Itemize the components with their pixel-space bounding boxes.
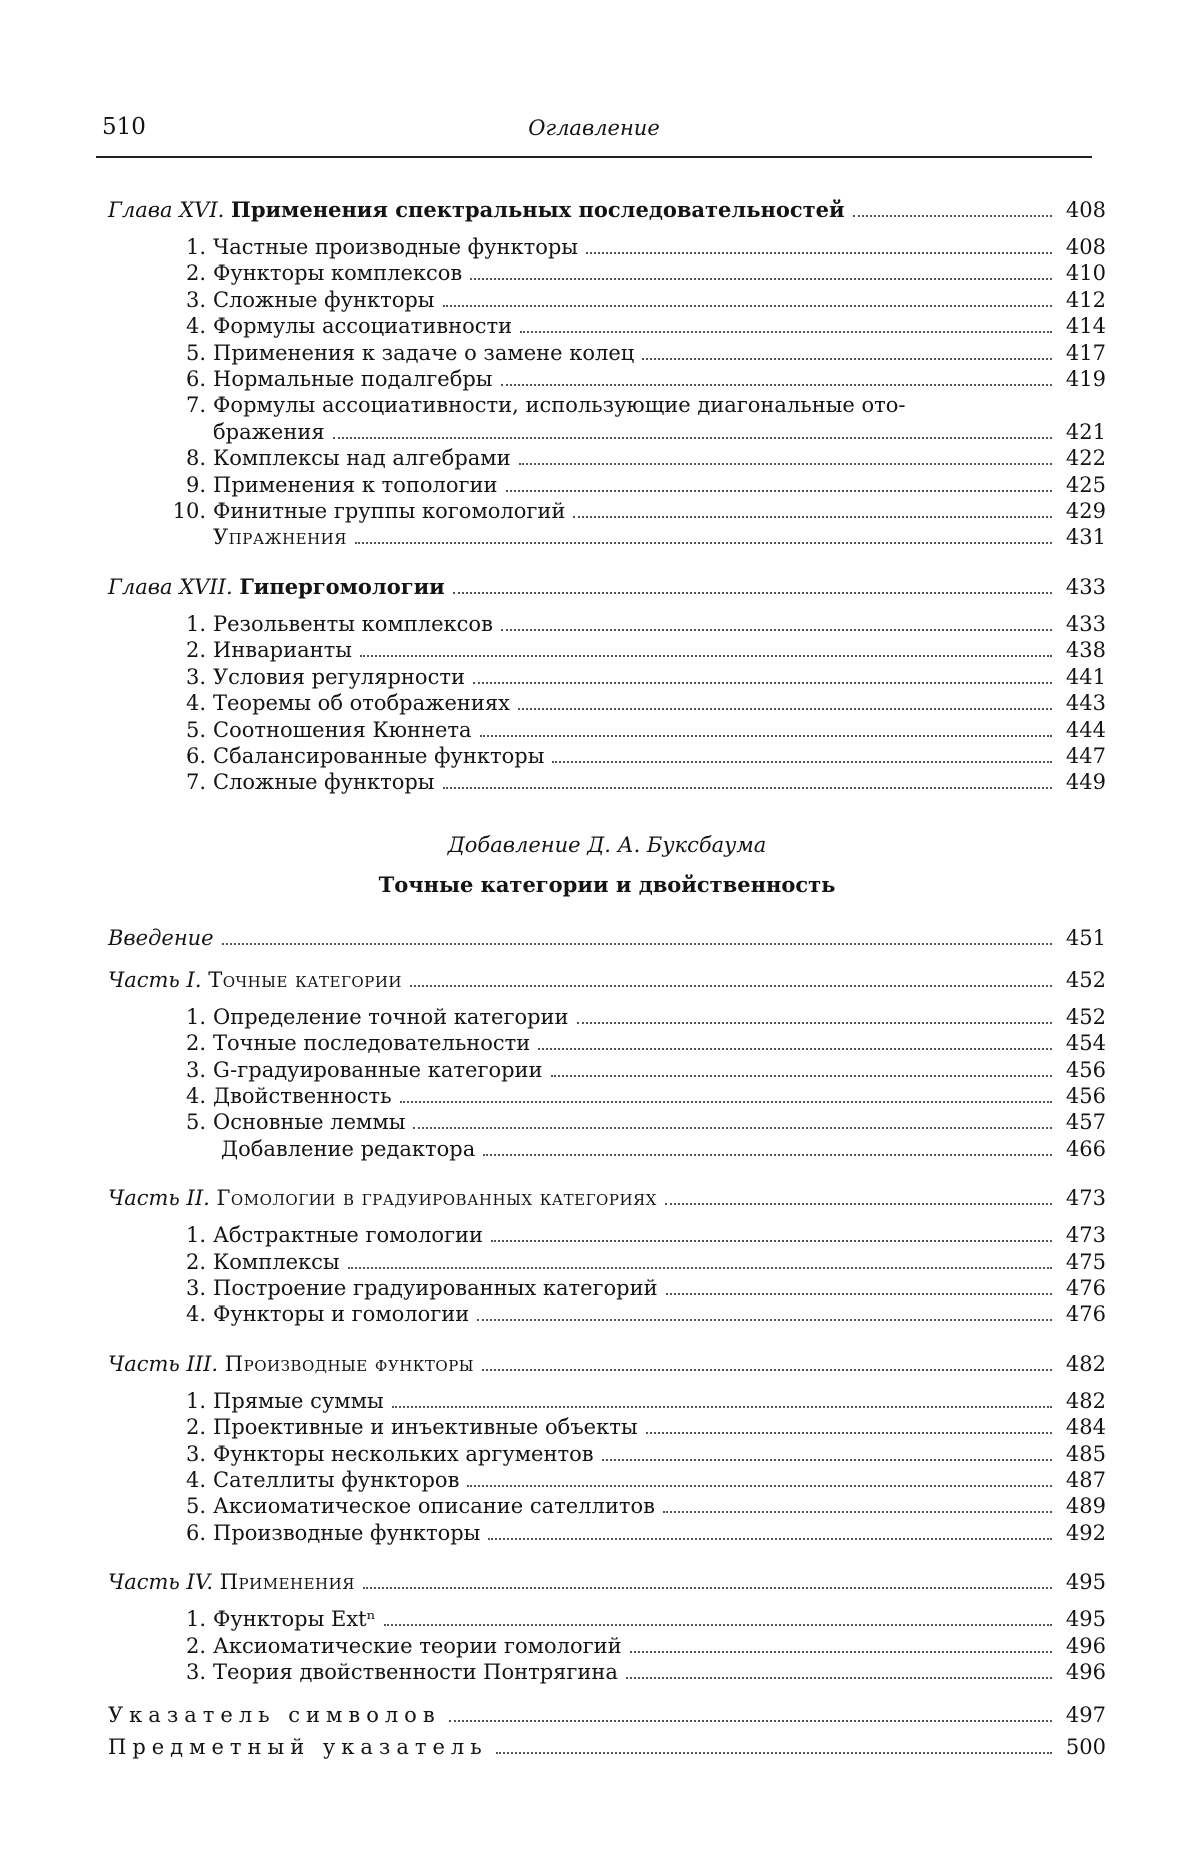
part-title: Гомологии в градуированных категориях	[217, 1186, 657, 1210]
entry-number: 4.	[108, 313, 213, 339]
page-ref: 443	[1062, 690, 1106, 716]
chapter-number: XVII.	[179, 575, 232, 599]
entry-number: 5.	[108, 1109, 213, 1135]
toc-entry[interactable]	[108, 234, 1106, 260]
chapter-label: Глава	[108, 575, 173, 599]
entry-title: Сателлиты функторов	[213, 1467, 459, 1493]
page-ref: 449	[1062, 769, 1106, 795]
toc-entry[interactable]	[108, 1030, 1106, 1056]
entry-title-line-1: Формулы ассоциативности, использующие диагональные ото-	[213, 392, 906, 418]
page-number: 510	[102, 114, 146, 140]
page-ref: 441	[1062, 664, 1106, 690]
toc-entry[interactable]	[108, 1109, 1106, 1135]
dot-leader	[355, 542, 1052, 544]
part-3	[108, 1350, 1106, 1546]
entry-title: Добавление редактора	[213, 1136, 475, 1162]
entry-title: Теоремы об отображениях	[213, 690, 510, 716]
dot-leader	[665, 1203, 1052, 1205]
page-ref: 425	[1062, 472, 1106, 498]
part-1-heading[interactable]	[108, 966, 1106, 994]
toc-entry[interactable]	[108, 1441, 1106, 1467]
dot-leader	[480, 735, 1052, 737]
page-ref: 476	[1062, 1301, 1106, 1327]
entry-number: 9.	[108, 472, 213, 498]
part-4	[108, 1568, 1106, 1685]
toc-entry[interactable]	[108, 743, 1106, 769]
chapter-16-heading[interactable]	[108, 196, 1106, 224]
entry-title: Функторы и гомологии	[213, 1301, 469, 1327]
table-of-contents	[108, 196, 1106, 1763]
toc-entry-exercises[interactable]	[108, 524, 1106, 550]
appendix-heading	[108, 830, 1106, 902]
toc-entry[interactable]	[108, 472, 1106, 498]
dot-leader	[483, 1154, 1052, 1156]
entry-title: Резольвенты комплексов	[213, 611, 493, 637]
toc-entry-multiline[interactable]	[108, 392, 1106, 418]
intro-entry[interactable]	[108, 924, 1106, 952]
part-label: Часть	[108, 968, 180, 992]
dot-leader	[538, 1048, 1052, 1050]
toc-entry[interactable]	[108, 1004, 1106, 1030]
toc-entry[interactable]	[108, 611, 1106, 637]
entry-number: 10.	[108, 498, 213, 524]
entry-title: Соотношения Кюннета	[213, 717, 472, 743]
entry-title: Комплексы	[213, 1249, 340, 1275]
page-ref: 475	[1062, 1249, 1106, 1275]
page-ref: 456	[1062, 1057, 1106, 1083]
page-ref: 410	[1062, 260, 1106, 286]
entry-title: Функторы нескольких аргументов	[213, 1441, 594, 1467]
chapter-17	[108, 573, 1106, 796]
page-ref: 473	[1062, 1184, 1106, 1212]
page-ref: 408	[1062, 234, 1106, 260]
page-ref: 452	[1062, 1004, 1106, 1030]
toc-entry[interactable]	[108, 1249, 1106, 1275]
dot-leader	[348, 1267, 1052, 1269]
dot-leader	[646, 1432, 1052, 1434]
page-header	[96, 114, 1092, 154]
toc-entry[interactable]	[108, 287, 1106, 313]
page-ref: 447	[1062, 743, 1106, 769]
entry-title: Прямые суммы	[213, 1388, 384, 1414]
entry-number: 2.	[108, 1030, 213, 1056]
page-ref: 451	[1062, 924, 1106, 952]
entry-title-line-2: бражения	[213, 419, 325, 445]
chapter-title: Гипергомологии	[239, 574, 444, 599]
part-title: Применения	[220, 1570, 355, 1594]
entry-number: 4.	[108, 1301, 213, 1327]
dot-leader	[520, 331, 1052, 333]
entry-title: Условия регулярности	[213, 664, 465, 690]
chapter-16	[108, 196, 1106, 551]
index-symbols-title: Указатель символов	[108, 1699, 441, 1731]
entry-title: Двойственность	[213, 1083, 392, 1109]
intro-title: Введение	[108, 924, 214, 952]
header-rule	[96, 156, 1092, 158]
toc-entry[interactable]	[108, 260, 1106, 286]
page-ref: 473	[1062, 1222, 1106, 1248]
entry-number: 1.	[108, 1004, 213, 1030]
page-ref: 497	[1062, 1699, 1106, 1731]
dot-leader	[467, 1485, 1052, 1487]
toc-entry[interactable]	[108, 637, 1106, 663]
toc-entry[interactable]	[108, 1467, 1106, 1493]
dot-leader	[363, 1587, 1052, 1589]
dot-leader	[642, 358, 1052, 360]
toc-entry[interactable]	[108, 1388, 1106, 1414]
part-number: III.	[187, 1352, 219, 1376]
entry-number: 5.	[108, 717, 213, 743]
toc-entry[interactable]	[108, 1520, 1106, 1546]
entry-title: Нормальные подалгебры	[213, 366, 493, 392]
page-ref: 485	[1062, 1441, 1106, 1467]
entry-number: 7.	[108, 392, 213, 418]
entry-title: Упражнения	[213, 524, 347, 550]
page-ref: 476	[1062, 1275, 1106, 1301]
dot-leader	[333, 437, 1052, 439]
appendix-author: Добавление Д. А. Буксбаума	[108, 830, 1106, 860]
part-label: Часть	[108, 1186, 180, 1210]
chapter-number: XVI.	[179, 198, 224, 222]
page-ref: 482	[1062, 1388, 1106, 1414]
entry-number: 6.	[108, 1520, 213, 1546]
dot-leader	[449, 1720, 1052, 1722]
dot-leader	[626, 1677, 1052, 1679]
part-1	[108, 966, 1106, 1162]
toc-entry[interactable]	[108, 1136, 1106, 1162]
dot-leader	[222, 943, 1052, 945]
dot-leader	[496, 1752, 1052, 1754]
entry-title: Сложные функторы	[213, 287, 435, 313]
entry-number: 4.	[108, 690, 213, 716]
entry-number: 1.	[108, 234, 213, 260]
entry-title: Сбалансированные функторы	[213, 743, 544, 769]
page-ref: 495	[1062, 1568, 1106, 1596]
entry-number: 7.	[108, 769, 213, 795]
entry-title: Аксиоматические теории гомологий	[213, 1633, 622, 1659]
entry-number: 5.	[108, 340, 213, 366]
entry-number: 1.	[108, 1606, 213, 1632]
entry-title: Применения к топологии	[213, 472, 498, 498]
part-title: Точные категории	[208, 968, 402, 992]
page-ref: 412	[1062, 287, 1106, 313]
part-4-heading[interactable]	[108, 1568, 1106, 1596]
entry-title: Построение градуированных категорий	[213, 1275, 658, 1301]
part-number: I.	[187, 968, 202, 992]
entry-title: Точные последовательности	[213, 1030, 530, 1056]
entry-number: 6.	[108, 743, 213, 769]
page-ref: 433	[1062, 611, 1106, 637]
entry-title: Производные функторы	[213, 1520, 480, 1546]
entry-number: 3.	[108, 287, 213, 313]
appendix-title: Точные категории и двойственность	[108, 868, 1106, 902]
index-symbols-entry[interactable]	[108, 1699, 1106, 1731]
dot-leader	[384, 1624, 1052, 1626]
part-number: IV.	[187, 1570, 213, 1594]
dot-leader	[453, 592, 1052, 594]
dot-leader	[473, 682, 1052, 684]
page-ref: 487	[1062, 1467, 1106, 1493]
dot-leader	[663, 1511, 1052, 1513]
dot-leader	[551, 1075, 1052, 1077]
entry-number: 3.	[108, 1441, 213, 1467]
dot-leader	[400, 1101, 1052, 1103]
running-title: Оглавление	[96, 116, 1092, 140]
entry-number: 4.	[108, 1467, 213, 1493]
toc-entry[interactable]	[108, 690, 1106, 716]
dot-leader	[443, 305, 1052, 307]
page-ref: 495	[1062, 1606, 1106, 1632]
dot-leader	[577, 1022, 1052, 1024]
toc-entry[interactable]	[108, 1414, 1106, 1440]
entry-title: Финитные группы когомологий	[213, 498, 565, 524]
page-ref: 484	[1062, 1414, 1106, 1440]
dot-leader	[501, 629, 1052, 631]
entry-number: 2.	[108, 260, 213, 286]
dot-leader	[630, 1651, 1052, 1653]
toc-entry[interactable]	[108, 366, 1106, 392]
dot-leader	[501, 384, 1052, 386]
entry-title: Формулы ассоциативности	[213, 313, 512, 339]
dot-leader	[392, 1406, 1052, 1408]
toc-entry[interactable]	[108, 769, 1106, 795]
dot-leader	[482, 1369, 1052, 1371]
entry-title: Аксиоматическое описание сателлитов	[213, 1493, 655, 1519]
page-ref: 438	[1062, 637, 1106, 663]
toc-entry[interactable]	[108, 1301, 1106, 1327]
dot-leader	[519, 463, 1052, 465]
entry-title: Сложные функторы	[213, 769, 435, 795]
page-ref: 431	[1062, 524, 1106, 550]
page-ref: 466	[1062, 1136, 1106, 1162]
page-ref: 496	[1062, 1633, 1106, 1659]
page-ref: 482	[1062, 1350, 1106, 1378]
page-ref: 408	[1062, 196, 1106, 224]
dot-leader	[586, 252, 1052, 254]
page-ref: 452	[1062, 966, 1106, 994]
entry-number: 2.	[108, 1414, 213, 1440]
toc-entry[interactable]	[108, 1633, 1106, 1659]
dot-leader	[518, 708, 1052, 710]
entry-title: Частные производные функторы	[213, 234, 578, 260]
dot-leader	[552, 761, 1052, 763]
entry-title: Функторы Extⁿ	[213, 1606, 376, 1632]
entry-title: Теория двойственности Понтрягина	[213, 1659, 618, 1685]
dot-leader	[666, 1293, 1052, 1295]
toc-entry[interactable]	[108, 313, 1106, 339]
page-ref: 433	[1062, 573, 1106, 601]
entry-number: 4.	[108, 1083, 213, 1109]
entry-title: G-градуированные категории	[213, 1057, 543, 1083]
dot-leader	[488, 1538, 1052, 1540]
entry-number: 6.	[108, 366, 213, 392]
dot-leader	[443, 787, 1052, 789]
dot-leader	[506, 490, 1052, 492]
toc-entry[interactable]	[108, 1083, 1106, 1109]
toc-page	[0, 0, 1200, 1871]
entry-number: 5.	[108, 1493, 213, 1519]
page-ref: 492	[1062, 1520, 1106, 1546]
page-ref: 429	[1062, 498, 1106, 524]
page-ref: 489	[1062, 1493, 1106, 1519]
toc-entry[interactable]	[108, 498, 1106, 524]
part-number: II.	[187, 1186, 210, 1210]
entry-title: Применения к задаче о замене колец	[213, 340, 634, 366]
dot-leader	[491, 1240, 1052, 1242]
toc-entry[interactable]	[108, 1275, 1106, 1301]
page-ref: 414	[1062, 313, 1106, 339]
page-ref: 417	[1062, 340, 1106, 366]
dot-leader	[853, 215, 1052, 217]
toc-entry[interactable]	[108, 1659, 1106, 1685]
part-label: Часть	[108, 1352, 180, 1376]
page-ref: 457	[1062, 1109, 1106, 1135]
part-2-heading[interactable]	[108, 1184, 1106, 1212]
entry-number: 3.	[108, 664, 213, 690]
dot-leader	[573, 516, 1052, 518]
entry-title: Основные леммы	[213, 1109, 405, 1135]
entry-title: Проективные и инъективные объекты	[213, 1414, 638, 1440]
entry-title: Абстрактные гомологии	[213, 1222, 483, 1248]
index-subject-entry[interactable]	[108, 1731, 1106, 1763]
entry-number: 1.	[108, 1388, 213, 1414]
toc-entry[interactable]	[108, 664, 1106, 690]
page-ref: 421	[1062, 419, 1106, 445]
entry-title: Функторы комплексов	[213, 260, 462, 286]
chapter-17-heading[interactable]	[108, 573, 1106, 601]
page-ref: 422	[1062, 445, 1106, 471]
page-ref: 454	[1062, 1030, 1106, 1056]
entry-number: 3.	[108, 1275, 213, 1301]
page-ref: 456	[1062, 1083, 1106, 1109]
dot-leader	[410, 985, 1052, 987]
dot-leader	[602, 1459, 1052, 1461]
page-ref: 500	[1062, 1731, 1106, 1763]
entry-number: 2.	[108, 1249, 213, 1275]
toc-entry[interactable]	[108, 1493, 1106, 1519]
index-subject-title: Предметный указатель	[108, 1731, 488, 1763]
dot-leader	[413, 1127, 1052, 1129]
toc-entry[interactable]	[108, 340, 1106, 366]
entry-title: Инварианты	[213, 637, 352, 663]
entry-number: 3.	[108, 1659, 213, 1685]
dot-leader	[360, 655, 1052, 657]
dot-leader	[470, 278, 1052, 280]
part-2	[108, 1184, 1106, 1328]
page-ref: 444	[1062, 717, 1106, 743]
part-label: Часть	[108, 1570, 180, 1594]
part-title: Производные функторы	[225, 1352, 474, 1376]
entry-title: Определение точной категории	[213, 1004, 569, 1030]
page-ref: 419	[1062, 366, 1106, 392]
toc-entry[interactable]	[108, 1222, 1106, 1248]
toc-entry[interactable]	[108, 717, 1106, 743]
chapter-label: Глава	[108, 198, 173, 222]
entry-number: 8.	[108, 445, 213, 471]
entry-number: 1.	[108, 611, 213, 637]
toc-entry-continuation[interactable]	[108, 419, 1106, 445]
entry-number: 3.	[108, 1057, 213, 1083]
dot-leader	[477, 1319, 1052, 1321]
toc-entry[interactable]	[108, 445, 1106, 471]
entry-number: 2.	[108, 1633, 213, 1659]
part-3-heading[interactable]	[108, 1350, 1106, 1378]
chapter-title: Применения спектральных последовательностей	[231, 197, 845, 222]
entry-title: Комплексы над алгебрами	[213, 445, 511, 471]
toc-entry[interactable]	[108, 1057, 1106, 1083]
toc-entry[interactable]	[108, 1606, 1106, 1632]
entry-number: 2.	[108, 637, 213, 663]
page-ref: 496	[1062, 1659, 1106, 1685]
entry-number: 1.	[108, 1222, 213, 1248]
